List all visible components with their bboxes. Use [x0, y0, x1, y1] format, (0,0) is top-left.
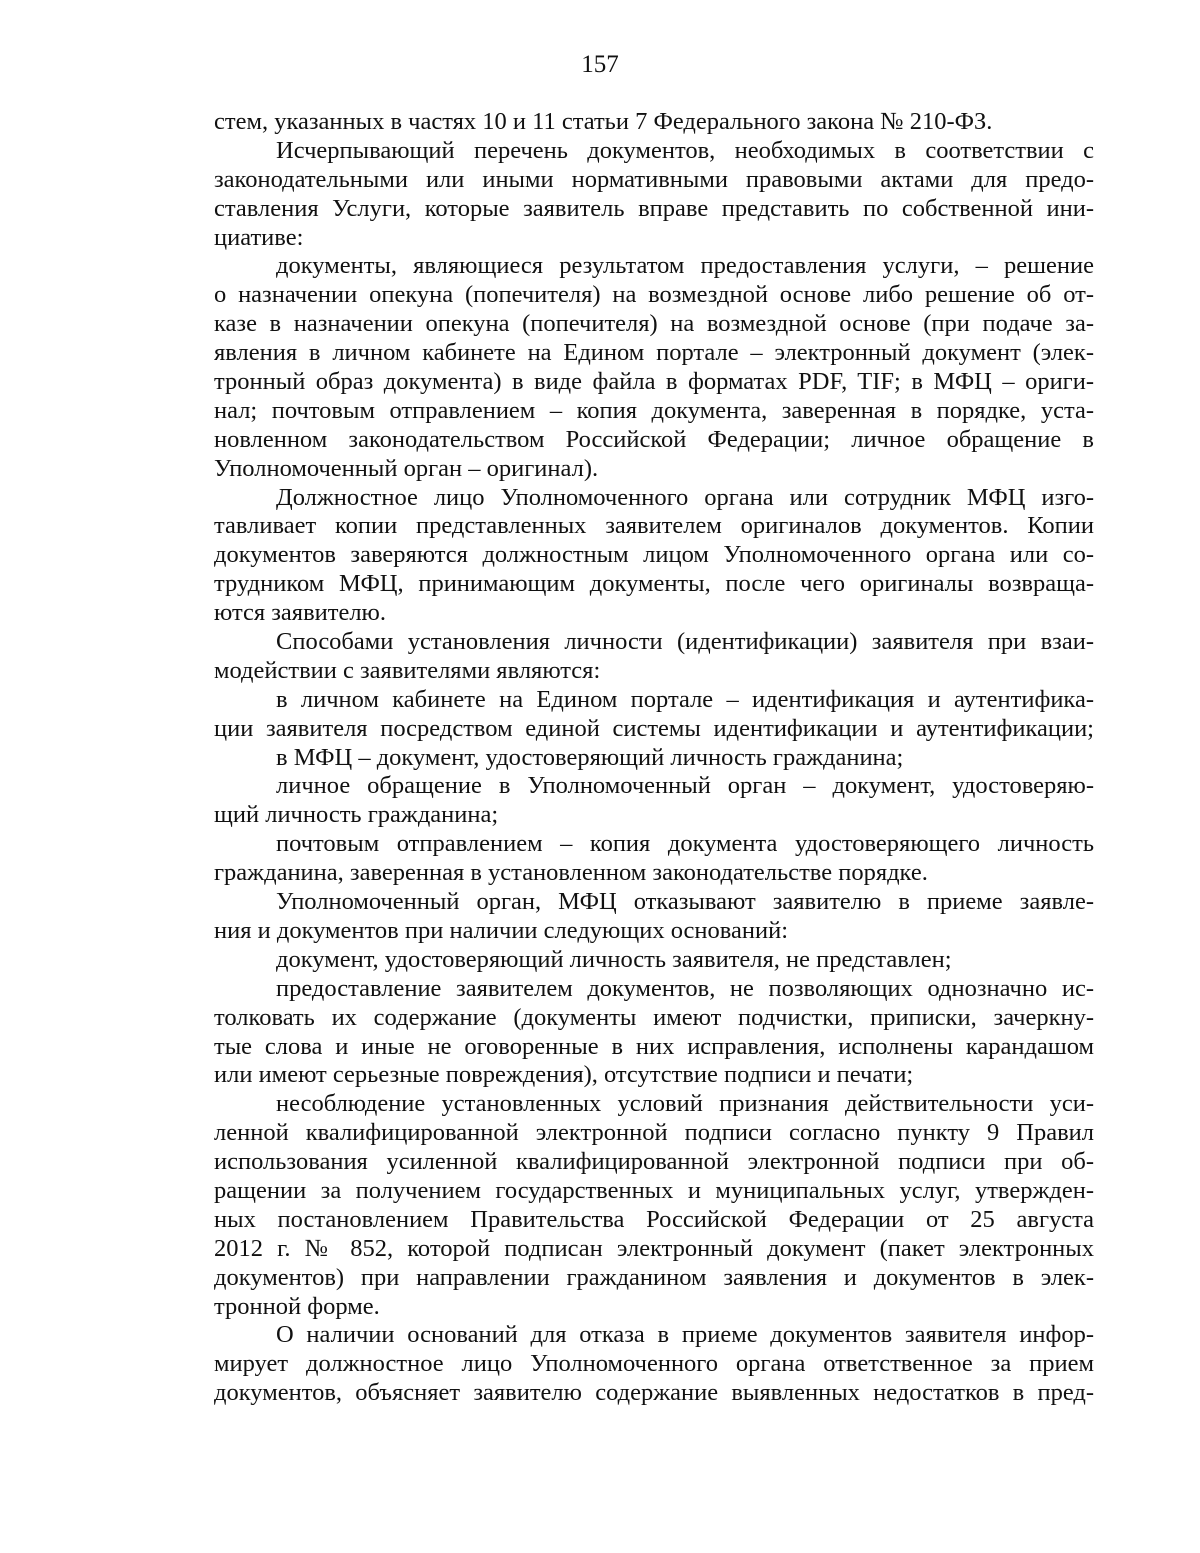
text-line: личное обращение в Уполномоченный орган – документ, удостоверяю- [276, 772, 1094, 800]
text-line: почтовым отправлением – копия документа удостоверяющего личность [276, 830, 1094, 858]
text-line: Уполномоченный орган – оригинал). [214, 454, 599, 482]
text-line: Уполномоченный орган, МФЦ отказывают заявителю в приеме заявле- [276, 888, 1094, 916]
text-line: циативе: [214, 223, 304, 251]
text-line: или имеют серьезные повреждения), отсутствие подписи и печати; [214, 1061, 914, 1089]
text-line: гражданина, заверенная в установленном законодательстве порядке. [214, 859, 928, 887]
text-line: использования усиленной квалифицированной электронной подписи при об- [214, 1148, 1094, 1176]
text-line: в личном кабинете на Едином портале – идентификация и аутентифика- [276, 685, 1094, 713]
text-line: в МФЦ – документ, удостоверяющий личность гражданина; [276, 743, 904, 771]
text-line: документ, удостоверяющий личность заявителя, не представлен; [276, 945, 952, 973]
text-line: предоставление заявителем документов, не позволяющих однозначно ис- [276, 974, 1094, 1002]
text-line: явления в личном кабинете на Едином портале – электронный документ (элек- [214, 339, 1094, 367]
document-body [214, 108, 1094, 1408]
text-line: тавливает копии представленных заявителем оригиналов документов. Копии [214, 512, 1094, 540]
text-line: стем, указанных в частях 10 и 11 статьи 7 Федерального закона № 210-ФЗ. [214, 108, 993, 135]
text-line: О наличии оснований для отказа в приеме документов заявителя инфор- [276, 1321, 1094, 1349]
text-line: о назначении опекуна (попечителя) на возмездной основе либо решение об от- [214, 281, 1094, 309]
text-line: Исчерпывающий перечень документов, необходимых в соответствии с [276, 136, 1094, 164]
text-line: Способами установления личности (идентификации) заявителя при взаи- [276, 628, 1094, 656]
text-line: документы, являющиеся результатом предоставления услуги, – решение [276, 252, 1094, 280]
text-line: законодательными или иными нормативными правовыми актами для предо- [214, 165, 1094, 193]
text-line: казе в назначении опекуна (попечителя) на возмездной основе (при подаче за- [214, 310, 1094, 338]
text-line: толковать их содержание (документы имеют подчистки, приписки, зачеркну- [214, 1003, 1094, 1031]
text-line: ращении за получением государственных и муниципальных услуг, утвержден- [214, 1176, 1094, 1204]
text-line: ются заявителю. [214, 599, 386, 627]
text-line: ния и документов при наличии следующих оснований: [214, 916, 789, 944]
text-line: документов) при направлении гражданином заявления и документов в элек- [214, 1263, 1094, 1291]
text-line: тронный образ документа) в виде файла в форматах PDF, TIF; в МФЦ – ориги- [214, 368, 1094, 396]
text-line: ных постановлением Правительства Российской Федерации от 25 августа [214, 1205, 1094, 1233]
text-line: мирует должностное лицо Уполномоченного органа ответственное за прием [214, 1350, 1094, 1378]
text-line: новленном законодательством Российской Федерации; личное обращение в [214, 425, 1094, 453]
text-line: Должностное лицо Уполномоченного органа или сотрудник МФЦ изго- [276, 483, 1094, 511]
text-line: нал; почтовым отправлением – копия документа, заверенная в порядке, уста- [214, 396, 1094, 424]
text-line: щий личность гражданина; [214, 801, 499, 829]
text-line: документов заверяются должностным лицом Уполномоченного органа или со- [214, 541, 1094, 569]
text-line: ставления Услуги, которые заявитель вправе представить по собственной ини- [214, 194, 1094, 222]
text-line: трудником МФЦ, принимающим документы, после чего оригиналы возвраща- [214, 570, 1094, 598]
text-line: ции заявителя посредством единой системы идентификации и аутентификации; [214, 714, 1094, 742]
text-line: 2012 г. № 852, которой подписан электронный документ (пакет электронных [214, 1234, 1094, 1262]
text-line: ленной квалифицированной электронной подписи согласно пункту 9 Правил [214, 1119, 1094, 1147]
text-line: тые слова и иные не оговоренные в них исправления, исполнены карандашом [214, 1032, 1094, 1060]
text-line: документов, объясняет заявителю содержание выявленных недостатков в пред- [214, 1379, 1094, 1407]
text-line: модействии с заявителями являются: [214, 656, 601, 684]
text-line: несоблюдение установленных условий признания действительности уси- [276, 1090, 1094, 1118]
text-line: тронной форме. [214, 1292, 380, 1320]
page-number: 157 [581, 51, 619, 78]
